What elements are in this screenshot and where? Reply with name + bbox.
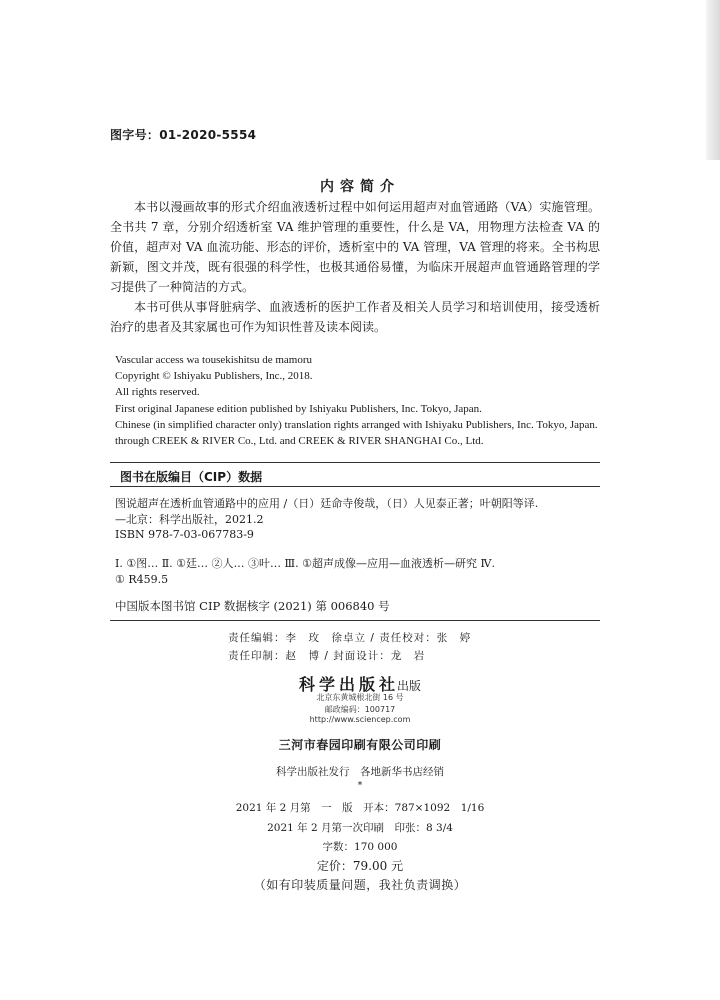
cip-entry-line: ISBN 978-7-03-067783-9 — [115, 528, 254, 541]
cip-class-line: ① R459.5 — [115, 573, 169, 586]
copyright-line: through CREEK & RIVER Co., Ltd. and CREEK & RIVER SHANGHAI Co., Ltd. — [115, 435, 484, 448]
edition-line: 2021 年 2 月第 一 版 开本：787×1092 1/16 — [235, 802, 485, 814]
summary-paragraph: 本书以漫画故事的形式介绍血液透析过程中如何运用超声对血管通路（VA）实施管理。全书共 7 章，分别介绍透析室 VA 维护管理的重要性，什么是 VA，用物理方法检查 VA 的价值，超声对 VA 血流功能、形态的评价，透析室中的 VA 管理，VA 管理的将来。全书构思新颖，图文并茂，既有很强的科学性，也极其通俗易懂，为临床开展超声血管通路管理的学习提供了一种简洁的方式。 — [110, 200, 600, 294]
summary-title: 内容简介 — [320, 179, 400, 195]
cip-entry-line: 图说超声在透析血管通路中的应用 /（日）廷命寺俊哉，（日）人见泰正著；叶朝阳等译. — [115, 497, 539, 510]
publisher-char: 科 — [298, 675, 315, 694]
publisher-address: 北京东黄城根北街 16 号 — [316, 693, 404, 702]
cip-entry — [115, 496, 605, 543]
copyright-line: Chinese (in simplified character only) translation rights arranged with Ishiyaku Publishers, Inc. Tokyo, Japan. — [115, 418, 598, 431]
copyright-block — [115, 352, 605, 449]
distribution: 科学出版社发行 各地新华书店经销 — [276, 766, 444, 778]
quality-notice: （如有印装质量问题，我社负责调换） — [253, 878, 467, 892]
printer: 三河市春园印刷有限公司印刷 — [278, 738, 442, 752]
registration-label: 图字号： — [110, 128, 160, 142]
cip-title-divider — [110, 486, 600, 487]
copyright-line: Copyright © Ishiyaku Publishers, Inc., 2018. — [115, 370, 313, 383]
copyright-line: First original Japanese edition published by Ishiyaku Publishers, Inc. Tokyo, Japan. — [115, 402, 482, 415]
publisher-char: 学 — [318, 675, 335, 694]
production-credits: 责任印制：赵 博 / 封面设计：龙 岩 — [228, 650, 426, 662]
cip-class-line: Ⅰ. ①图… Ⅱ. ①廷… ②人… ③叶… Ⅲ. ①超声成像—应用—血液透析—研究 Ⅳ. — [115, 557, 495, 570]
cip-title: 图书在版编目（CIP）数据 — [120, 470, 263, 484]
price: 定价：79.00 元 — [316, 859, 404, 873]
publisher-suffix: 出版 — [397, 679, 422, 693]
publisher-char: 社 — [379, 675, 396, 694]
editor-credits: 责任编辑：李 玫 徐卓立 / 责任校对：张 婷 — [228, 632, 472, 644]
summary-section — [110, 197, 600, 337]
registration-value: 01-2020-5554 — [159, 128, 257, 142]
star-separator: * — [357, 781, 363, 791]
copyright-line: Vascular access wa tousekishitsu de mamoru — [115, 354, 313, 366]
page-corner-shadow — [706, 0, 720, 160]
copyright-line: All rights reserved. — [115, 386, 200, 399]
print-line: 2021 年 2 月第一次印刷 印张：8 3/4 — [267, 822, 453, 834]
summary-paragraph: 本书可供从事肾脏病学、血液透析的医护工作者及相关人员学习和培训使用，接受透析治疗的患者及其家属也可作为知识性普及读本阅读。 — [110, 300, 600, 334]
cip-bottom-divider — [110, 620, 600, 621]
cip-entry-line: —北京：科学出版社，2021.2 — [115, 512, 264, 526]
word-count: 字数：170 000 — [322, 841, 398, 853]
publisher-postcode: 邮政编码：100717 — [324, 705, 396, 714]
cip-classification — [115, 556, 605, 588]
publisher-website: http://www.sciencep.com — [309, 715, 411, 724]
cip-top-divider — [110, 462, 600, 463]
registration-number — [110, 126, 256, 143]
publisher-char: 出 — [338, 675, 355, 694]
publisher-char: 版 — [359, 675, 376, 694]
cip-approval-number: 中国版本图书馆 CIP 数据核字 (2021) 第 006840 号 — [115, 599, 390, 613]
